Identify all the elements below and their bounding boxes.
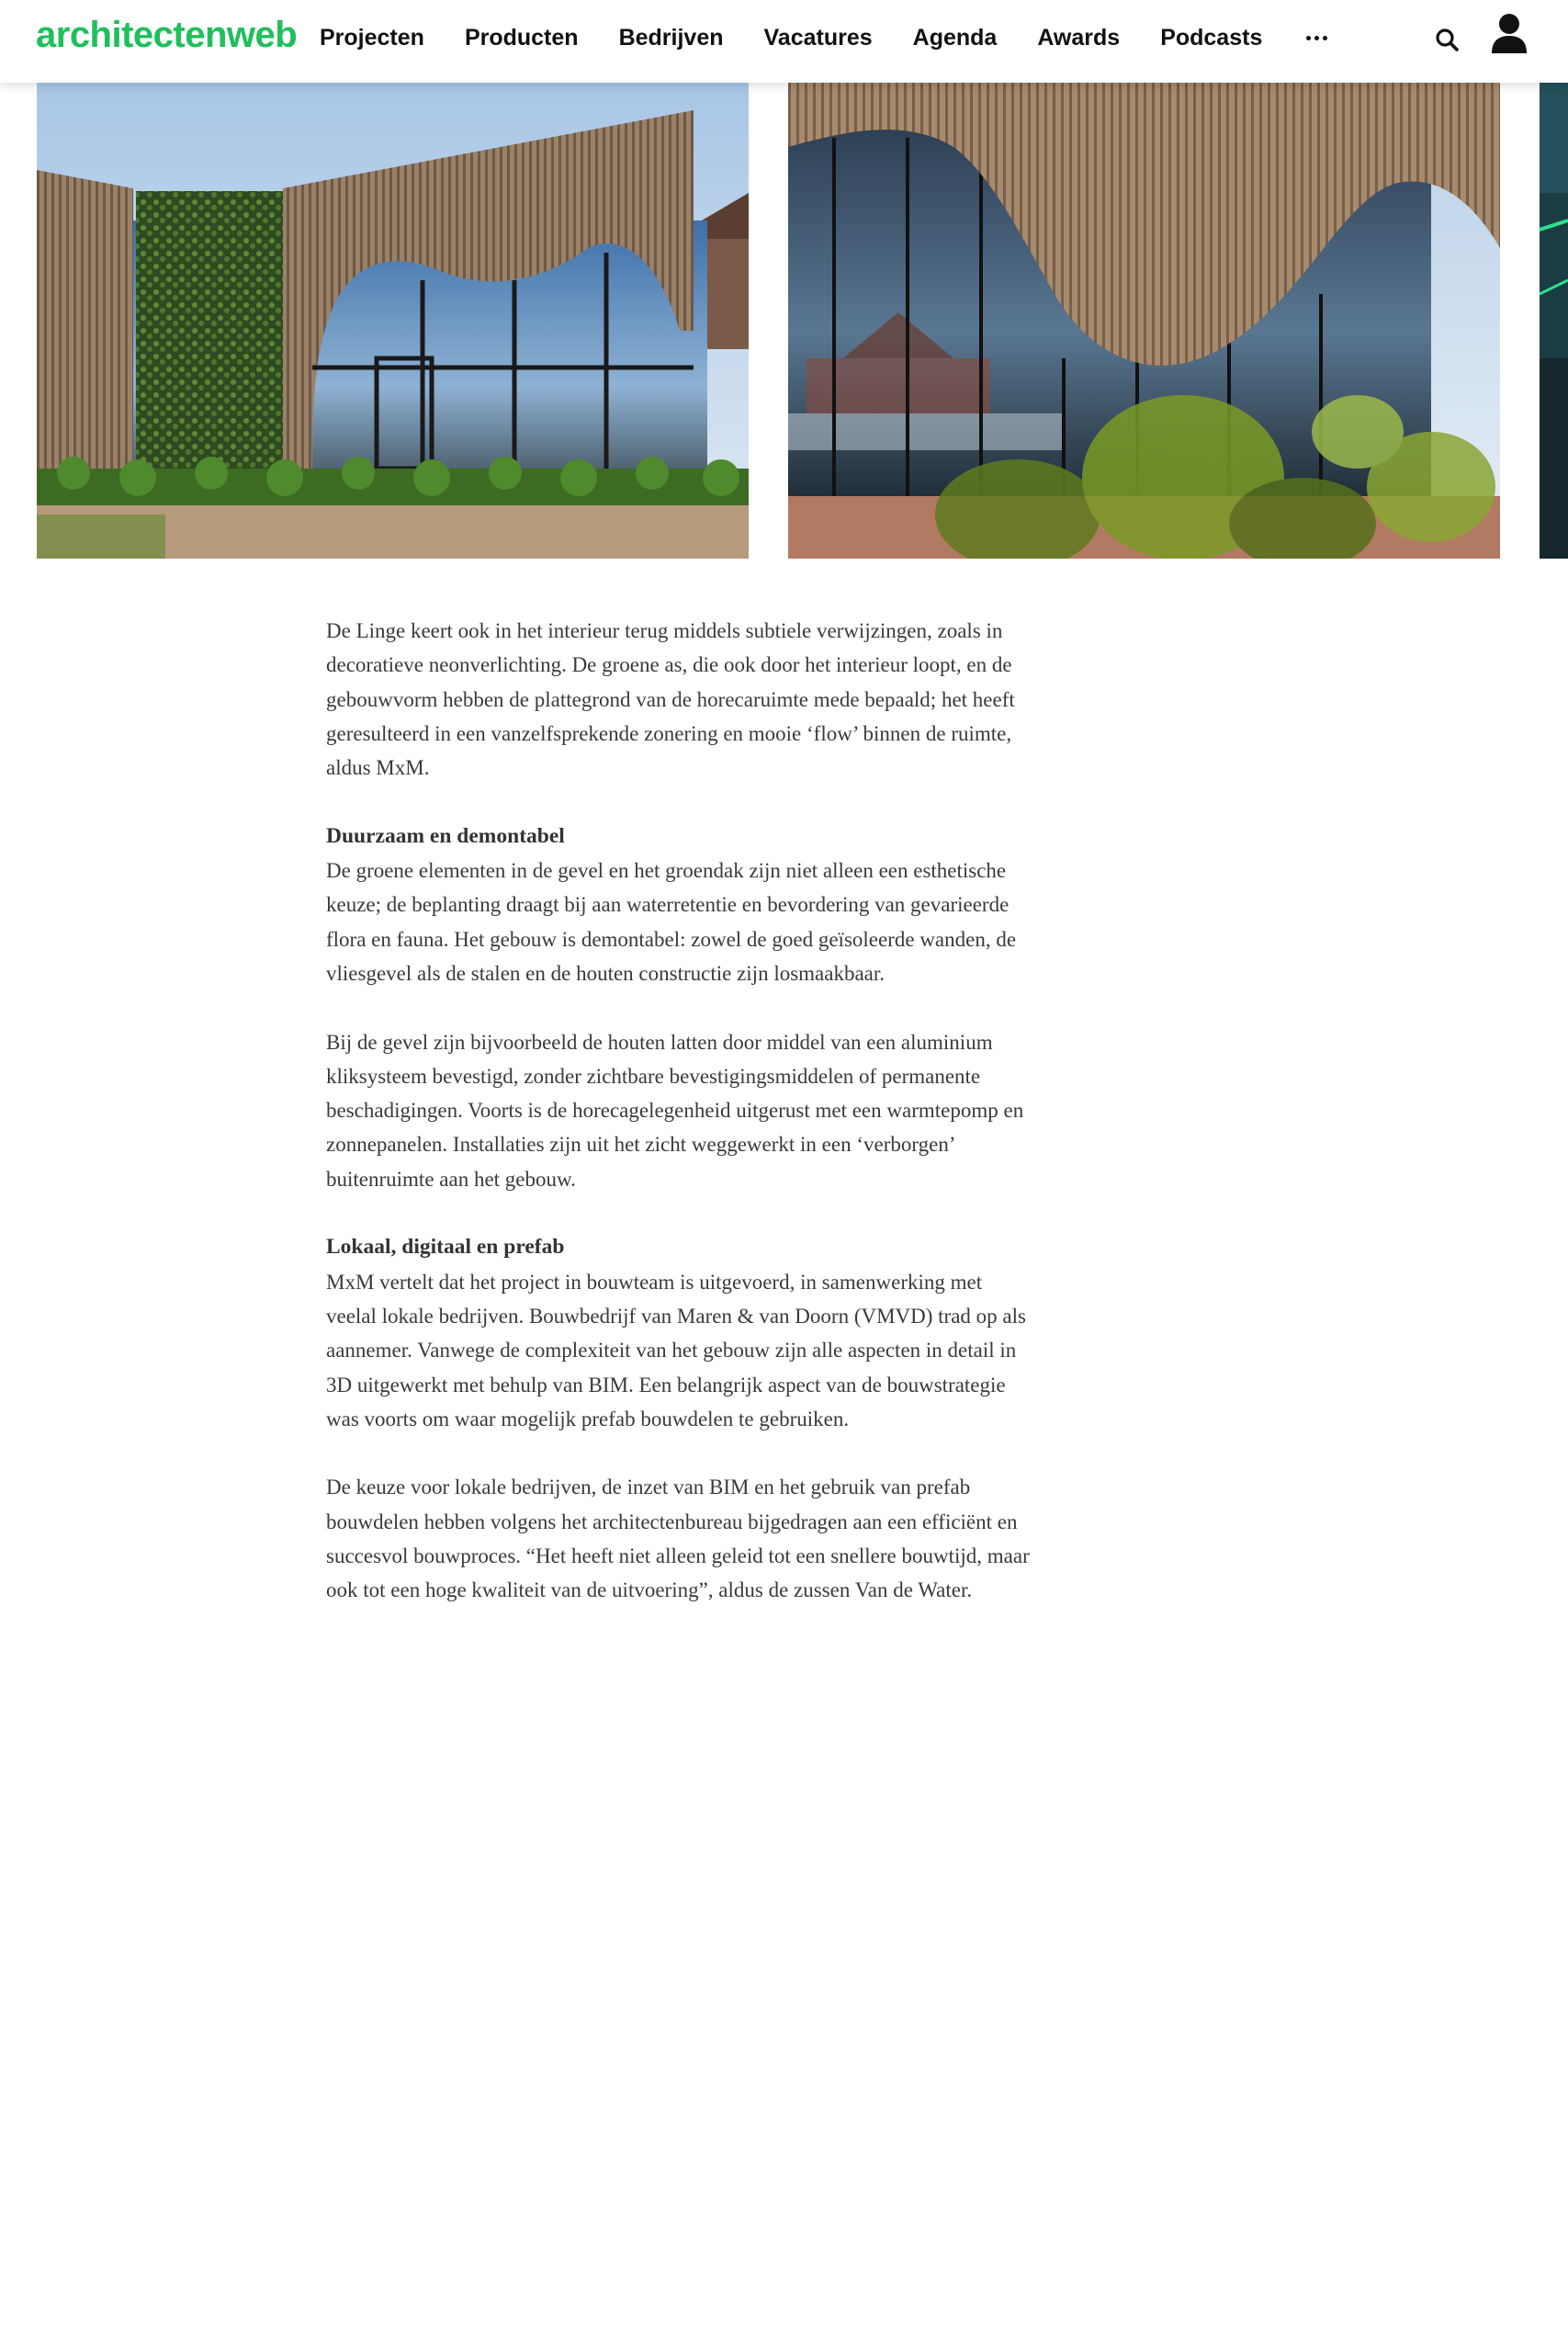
photo-facade-green-wall[interactable] [37,83,749,559]
ellipsis-icon[interactable] [1306,27,1327,49]
main-nav [320,0,1327,75]
article-body [326,614,1033,1642]
article-paragraph: De keuze voor lokale bedrijven, de inzet van BIM en het gebruik van prefab bouwdelen hebben volgens het architectenbureau bijgedragen aan een efficiënt en succesvol bouwproces. “Het heeft niet alleen geleid tot een snellere bouwtijd, maar ook tot een hoge kwaliteit van de uitvoering”, aldus de zussen Van de Water. [326,1476,1030,1602]
photo-facade-wave-glass[interactable] [788,83,1500,559]
photo-gallery[interactable] [0,83,1568,559]
nav-item-podcasts[interactable]: Podcasts [1160,24,1263,51]
article-paragraph: MxM vertelt dat het project in bouwteam is uitgevoerd, in samenwerking met veelal lokale bedrijven. Bouwbedrijf van Maren & van Doorn (VMVD) trad op als aannemer. Vanwege de complexiteit van het gebouw zijn alle aspecten in detail in 3D uitgewerkt met behulp van BIM. Een belangrijk aspect van de bouwstrategie was voorts om waar mogelijk prefab bouwdelen te gebruiken. [326,1270,1026,1430]
search-icon[interactable] [1433,26,1462,55]
article-paragraph: De Linge keert ook in het interieur terug middels subtiele verwijzingen, zoals in decoratieve neonverlichting. De groene as, die ook door het interieur loopt, en de gebouwvorm hebben de plattegrond van de horecaruimte mede bepaald; het heeft geresulteerd in een vanzelfsprekende zonering en mooie ‘flow’ binnen de ruimte, aldus MxM. [326,619,1015,780]
user-icon[interactable] [1490,13,1529,55]
article-subheading: Lokaal, digitaal en prefab [326,1235,565,1260]
nav-item-bedrijven[interactable]: Bedrijven [618,24,724,51]
site-header [0,0,1568,83]
nav-item-awards[interactable]: Awards [1037,24,1121,51]
nav-item-projecten[interactable]: Projecten [320,24,424,51]
nav-item-producten[interactable]: Producten [464,24,579,51]
site-logo[interactable]: architectenweb [36,15,298,55]
article-subheading: Duurzaam en demontabel [326,823,565,848]
nav-item-agenda[interactable]: Agenda [912,24,998,51]
nav-item-vacatures[interactable]: Vacatures [763,24,873,51]
article-paragraph: De groene elementen in de gevel en het groendak zijn niet alleen een esthetische keuze; de beplanting draagt bij aan waterretentie en bevordering van gevarieerde flora en fauna. Het gebouw is demontabel: zowel de goed geïsoleerde wanden, de vliesgevel als de stalen en de houten constructie zijn losmaakbaar. [326,859,1017,985]
photo-partial-next[interactable] [1540,83,1568,559]
article-paragraph: Bij de gevel zijn bijvoorbeeld de houten latten door middel van een aluminium kliksysteem bevestigd, zonder zichtbare bevestigingsmiddelen of permanente beschadigingen. Voorts is de horecagelegenheid uitgerust met een warmtepomp en zonnepanelen. Installaties zijn uit het zicht weggewerkt in een ‘verborgen’ buitenruimte aan het gebouw. [326,1030,1024,1191]
